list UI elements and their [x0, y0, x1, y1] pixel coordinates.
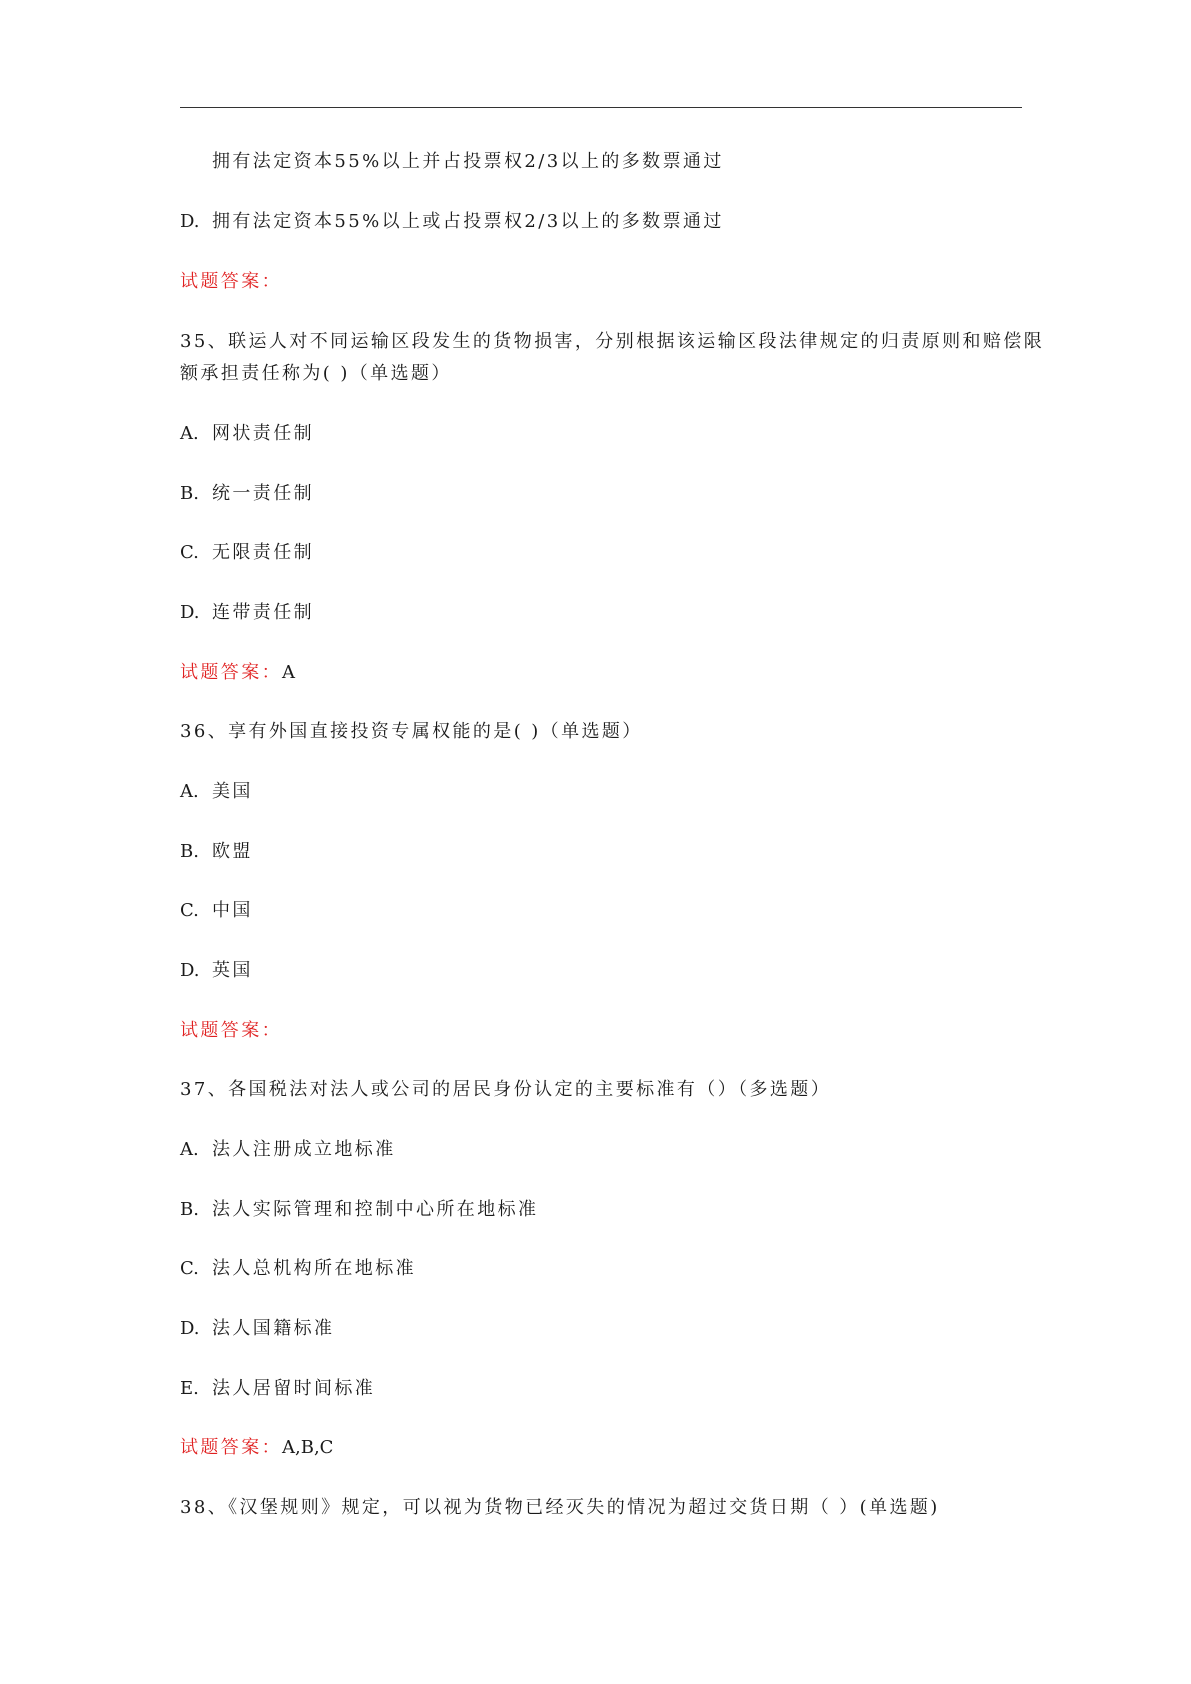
question-36-option-a: [180, 776, 1022, 807]
option-text: 英国: [212, 960, 253, 981]
option-text: 网状责任制: [212, 423, 314, 444]
option-letter: A.: [180, 423, 199, 444]
option-text: 法人注册成立地标准: [212, 1139, 396, 1160]
option-letter: A.: [180, 781, 199, 802]
option-text: 美国: [212, 781, 253, 802]
option-text: 法人居留时间标准: [212, 1378, 376, 1399]
option-letter: C.: [180, 542, 199, 563]
answer-line-37: [180, 1432, 1022, 1463]
prev-option-d: [180, 206, 1022, 237]
question-37-option-c: [180, 1253, 1022, 1284]
answer-label: 试题答案：: [180, 1020, 282, 1041]
question-38-stem: 38、《汉堡规则》规定，可以视为货物已经灭失的情况为超过交货日期（ ）(单选题): [180, 1497, 940, 1518]
option-letter: B.: [180, 483, 199, 504]
option-letter: E.: [180, 1378, 199, 1399]
option-text: 统一责任制: [212, 483, 314, 504]
answer-label: 试题答案：: [180, 1437, 282, 1458]
question-35-stem-line2: 额承担责任称为( )（单选题）: [180, 363, 452, 384]
option-continuation-text: 拥有法定资本55%以上并占投票权2/3以上的多数票通过: [212, 151, 724, 172]
option-letter: D.: [180, 602, 200, 623]
question-35-stem-line1: 35、联运人对不同运输区段发生的货物损害，分别根据该运输区段法律规定的归责原则和赔偿限: [180, 331, 1045, 352]
question-36-option-b: [180, 836, 1022, 867]
option-letter: A.: [180, 1139, 199, 1160]
option-text: 法人实际管理和控制中心所在地标准: [212, 1199, 539, 1220]
answer-value: A,B,C: [282, 1437, 334, 1458]
question-36-stem: 36、享有外国直接投资专属权能的是( )（单选题）: [180, 721, 643, 742]
question-37-option-a: [180, 1134, 1022, 1165]
option-letter: C.: [180, 1258, 199, 1279]
option-letter: D.: [180, 1318, 200, 1339]
option-text: 法人国籍标准: [212, 1318, 335, 1339]
answer-value: A: [282, 662, 295, 683]
question-37-stem: 37、各国税法对法人或公司的居民身份认定的主要标准有（）（多选题）: [180, 1079, 832, 1100]
header-rule: [180, 107, 1022, 108]
option-letter: D.: [180, 211, 200, 232]
question-35-option-c: [180, 537, 1022, 568]
option-text: 拥有法定资本55%以上或占投票权2/3以上的多数票通过: [212, 211, 724, 232]
option-letter: D.: [180, 960, 200, 981]
question-36-option-c: [180, 895, 1022, 926]
option-text: 中国: [212, 900, 253, 921]
option-text: 欧盟: [212, 841, 253, 862]
question-35-option-a: [180, 418, 1022, 449]
option-letter: B.: [180, 841, 199, 862]
question-37-option-b: [180, 1194, 1022, 1225]
question-37-option-e: [180, 1373, 1022, 1404]
option-text: 无限责任制: [212, 542, 314, 563]
question-37-option-d: [180, 1313, 1022, 1344]
question-35-option-d: [180, 597, 1022, 628]
option-text: 连带责任制: [212, 602, 314, 623]
question-36-option-d: [180, 955, 1022, 986]
option-text: 法人总机构所在地标准: [212, 1258, 416, 1279]
answer-label: 试题答案：: [180, 662, 282, 683]
answer-line-35: [180, 657, 1022, 688]
answer-label: 试题答案：: [180, 271, 282, 292]
answer-line-34: [180, 266, 1022, 297]
option-letter: C.: [180, 900, 199, 921]
question-35-option-b: [180, 478, 1022, 509]
option-letter: B.: [180, 1199, 199, 1220]
answer-line-36: [180, 1015, 1022, 1046]
